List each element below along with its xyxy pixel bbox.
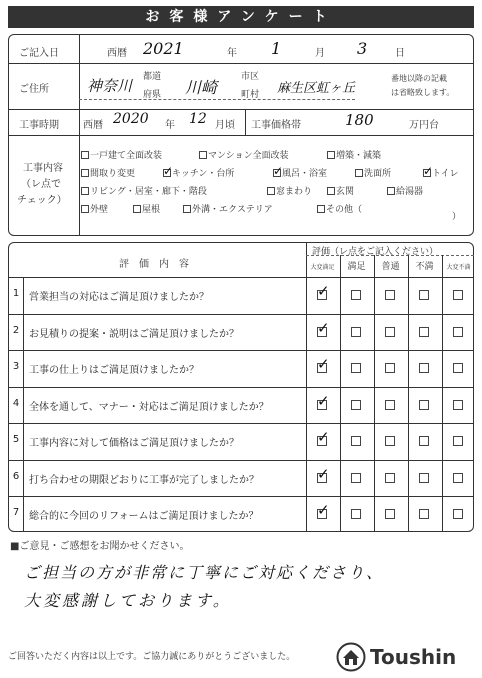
- date-label: ご記入日: [19, 48, 59, 59]
- checkbox-icon[interactable]: [267, 187, 275, 195]
- work-option-label: その他（: [326, 205, 363, 215]
- rating-checkbox[interactable]: [385, 400, 395, 410]
- question-number: 3: [12, 361, 20, 373]
- work-option-label: 外壁: [90, 205, 109, 215]
- rating-checkbox[interactable]: [351, 290, 361, 300]
- work-option-label: リビング・居室・廊下・階段: [90, 187, 207, 197]
- question-text: 工事の仕上りはご満足頂けましたか？: [29, 365, 199, 377]
- price-unit: 万円台: [409, 120, 439, 131]
- rating-checkbox[interactable]: [419, 473, 429, 483]
- checkmark-icon: ✓: [317, 355, 330, 374]
- rating-checkbox[interactable]: [453, 509, 463, 519]
- question-number: 1: [12, 288, 20, 300]
- work-option-label: 一戸建て全面改装: [90, 151, 163, 161]
- question-number: 6: [12, 470, 20, 482]
- checkbox-icon[interactable]: [327, 151, 335, 159]
- rating-checkbox[interactable]: [317, 391, 330, 410]
- checkbox-icon[interactable]: [81, 169, 89, 177]
- address-city-suffix-bottom: 町村: [241, 90, 260, 100]
- work-option-label: 屋根: [142, 205, 161, 215]
- checkbox-icon[interactable]: [199, 151, 207, 159]
- checkmark-icon: ✓: [317, 428, 330, 447]
- question-text: 全体を通して、マナー・対応はご満足頂けましたか？: [29, 401, 269, 413]
- work-content-label-3: チェック）: [17, 195, 67, 206]
- rating-checkbox[interactable]: [317, 501, 330, 520]
- date-year-unit: 年: [227, 48, 237, 59]
- eval-header-right: 評価（レ点をご記入ください）: [312, 247, 439, 257]
- date-year: 2021: [143, 39, 184, 58]
- checkbox-icon[interactable]: [163, 164, 174, 178]
- rating-checkbox[interactable]: [385, 327, 395, 337]
- checkbox-icon[interactable]: [183, 205, 191, 213]
- rating-checkbox[interactable]: [317, 355, 330, 374]
- checkbox-icon[interactable]: [327, 187, 335, 195]
- rating-checkbox[interactable]: [419, 290, 429, 300]
- work-option-label: 間取り変更: [90, 169, 136, 179]
- work-option-12[interactable]: [81, 202, 108, 215]
- checkmark-icon: ✓: [317, 391, 330, 410]
- checkmark-icon: ✓: [317, 318, 330, 337]
- work-option-15[interactable]: [317, 202, 362, 215]
- rating-checkbox[interactable]: [351, 327, 361, 337]
- rating-checkbox[interactable]: [385, 509, 395, 519]
- work-option-label: トイレ: [432, 169, 459, 179]
- address-city: 川崎: [185, 78, 218, 97]
- comments-line-2: 大変感謝しております。: [24, 591, 232, 610]
- rating-checkbox[interactable]: [385, 363, 395, 373]
- rating-checkbox[interactable]: [385, 290, 395, 300]
- checkmark-icon: ✓: [317, 282, 330, 301]
- work-option-2[interactable]: [327, 148, 381, 161]
- rating-checkbox[interactable]: [351, 473, 361, 483]
- brand-name: Toushin: [370, 645, 457, 669]
- rating-checkbox[interactable]: [419, 363, 429, 373]
- work-option-13[interactable]: [133, 202, 160, 215]
- work-option-label: 給湯器: [396, 187, 424, 197]
- rating-checkbox[interactable]: [453, 400, 463, 410]
- question-text: 営業担当の対応はご満足頂けましたか？: [29, 292, 209, 304]
- rating-checkbox[interactable]: [419, 436, 429, 446]
- rating-checkbox[interactable]: [419, 509, 429, 519]
- date-day-unit: 日: [395, 48, 405, 59]
- work-option-7[interactable]: [423, 166, 459, 179]
- price-value: 180: [345, 111, 374, 129]
- work-content-label-2: （レ点で: [21, 179, 61, 190]
- work-option-6[interactable]: [355, 166, 391, 179]
- question-number: 7: [12, 507, 20, 519]
- address-label: ご住所: [19, 84, 49, 95]
- rating-checkbox[interactable]: [317, 464, 330, 483]
- page-title: お客様アンケート: [8, 6, 474, 28]
- address-ward: 麻生区虹ヶ丘: [277, 81, 356, 96]
- scale-label-3: 不満: [415, 262, 434, 272]
- work-option-label: 増築・減築: [336, 151, 382, 161]
- rating-checkbox[interactable]: [351, 400, 361, 410]
- address-note-2: は省略致します。: [391, 88, 455, 97]
- work-option-0[interactable]: [81, 148, 162, 161]
- scale-label-1: 満足: [347, 262, 366, 272]
- scale-label-0: 大変満足: [310, 264, 335, 271]
- question-number: 4: [12, 397, 20, 409]
- question-text: 打ち合わせの期限どおりに工事が完了しましたか？: [29, 474, 259, 486]
- comments-line-1: ご担当の方が非常に丁寧にご対応くださり、: [24, 563, 385, 582]
- question-text: 総合的に今回のリフォームはご満足頂けましたか？: [29, 511, 259, 523]
- work-option-label: マンション全面改装: [208, 151, 289, 161]
- rating-checkbox[interactable]: [453, 436, 463, 446]
- work-content-label-1: 工事内容: [23, 163, 63, 174]
- work-option-10[interactable]: [327, 184, 354, 197]
- work-option-label: 洗面所: [364, 169, 392, 179]
- rating-checkbox[interactable]: [453, 363, 463, 373]
- date-day: 3: [357, 39, 368, 58]
- date-month-unit: 月: [315, 48, 325, 59]
- other-close: ）: [452, 212, 462, 222]
- checkbox-icon[interactable]: [387, 187, 395, 195]
- rating-checkbox[interactable]: [351, 436, 361, 446]
- work-option-1[interactable]: [199, 148, 289, 161]
- question-number: 5: [12, 434, 20, 446]
- checkbox-icon[interactable]: [133, 205, 141, 213]
- customer-info-section: [8, 34, 474, 236]
- checkmark-icon: ✓: [273, 164, 284, 178]
- checkmark-icon: ✓: [317, 501, 330, 520]
- rating-checkbox[interactable]: [351, 363, 361, 373]
- work-option-4[interactable]: [163, 166, 234, 179]
- work-option-label: 窓まわり: [276, 187, 313, 197]
- rating-checkbox[interactable]: [419, 327, 429, 337]
- footer-text: ご回答いただく内容は以上です。ご協力誠にありがとうございました。: [8, 652, 296, 662]
- work-option-3[interactable]: [81, 166, 135, 179]
- address-prefecture: 神奈川: [87, 77, 133, 95]
- rating-checkbox[interactable]: [453, 327, 463, 337]
- rating-checkbox[interactable]: [317, 282, 330, 301]
- comments-label: ■ご意見・ご感想をお聞かせください。: [10, 541, 190, 552]
- work-option-14[interactable]: [183, 202, 273, 215]
- work-option-label: 風呂・浴室: [282, 169, 328, 179]
- scale-label-2: 普通: [381, 262, 400, 272]
- work-option-label: 玄関: [336, 187, 355, 197]
- rating-checkbox[interactable]: [419, 400, 429, 410]
- work-period-month: 12: [189, 111, 207, 127]
- rating-checkbox[interactable]: [317, 428, 330, 447]
- rating-checkbox[interactable]: [351, 509, 361, 519]
- address-note-1: 番地以降の記載: [391, 74, 447, 83]
- address-pref-suffix-bottom: 府県: [143, 90, 162, 100]
- question-text: お見積りの提案・説明はご満足頂けましたか？: [29, 328, 239, 340]
- checkmark-icon: ✓: [423, 164, 434, 178]
- question-number: 2: [12, 324, 20, 336]
- question-text: 工事内容に対して価格はご満足頂けましたか？: [29, 438, 239, 450]
- checkbox-icon[interactable]: [273, 164, 284, 178]
- work-option-label: 外溝・エクステリア: [192, 205, 273, 215]
- work-option-8[interactable]: [81, 184, 207, 197]
- checkmark-icon: ✓: [317, 464, 330, 483]
- checkbox-icon[interactable]: [81, 151, 89, 159]
- checkbox-icon[interactable]: [355, 169, 363, 177]
- work-period-label: 工事時期: [19, 120, 59, 131]
- rating-checkbox[interactable]: [453, 473, 463, 483]
- work-option-11[interactable]: [387, 184, 423, 197]
- brand-logo: [336, 641, 456, 673]
- work-period-year: 2020: [113, 111, 149, 127]
- address-city-suffix-top: 市区: [241, 72, 260, 82]
- house-logo-icon: [336, 642, 366, 672]
- scale-label-4: 大変不満: [446, 264, 471, 271]
- checkbox-icon[interactable]: [423, 164, 434, 178]
- eval-header-left: 評 価 内 容: [119, 259, 189, 270]
- work-option-9[interactable]: [267, 184, 312, 197]
- date-month: 1: [271, 39, 282, 58]
- work-option-5[interactable]: [273, 166, 327, 179]
- work-period-era: 西暦: [83, 120, 103, 131]
- rating-checkbox[interactable]: [385, 436, 395, 446]
- price-label: 工事価格帯: [251, 120, 301, 131]
- work-period-year-unit: 年: [165, 120, 175, 131]
- checkbox-icon[interactable]: [81, 187, 89, 195]
- checkbox-icon[interactable]: [81, 205, 89, 213]
- rating-checkbox[interactable]: [453, 290, 463, 300]
- work-period-month-unit: 月頃: [215, 120, 235, 131]
- work-option-label: キッチン・台所: [172, 169, 235, 179]
- evaluation-section: [8, 242, 474, 532]
- rating-checkbox[interactable]: [317, 318, 330, 337]
- rating-checkbox[interactable]: [385, 473, 395, 483]
- checkmark-icon: ✓: [163, 164, 174, 178]
- checkbox-icon[interactable]: [317, 205, 325, 213]
- date-era: 西暦: [107, 48, 127, 59]
- address-pref-suffix-top: 都道: [143, 72, 162, 82]
